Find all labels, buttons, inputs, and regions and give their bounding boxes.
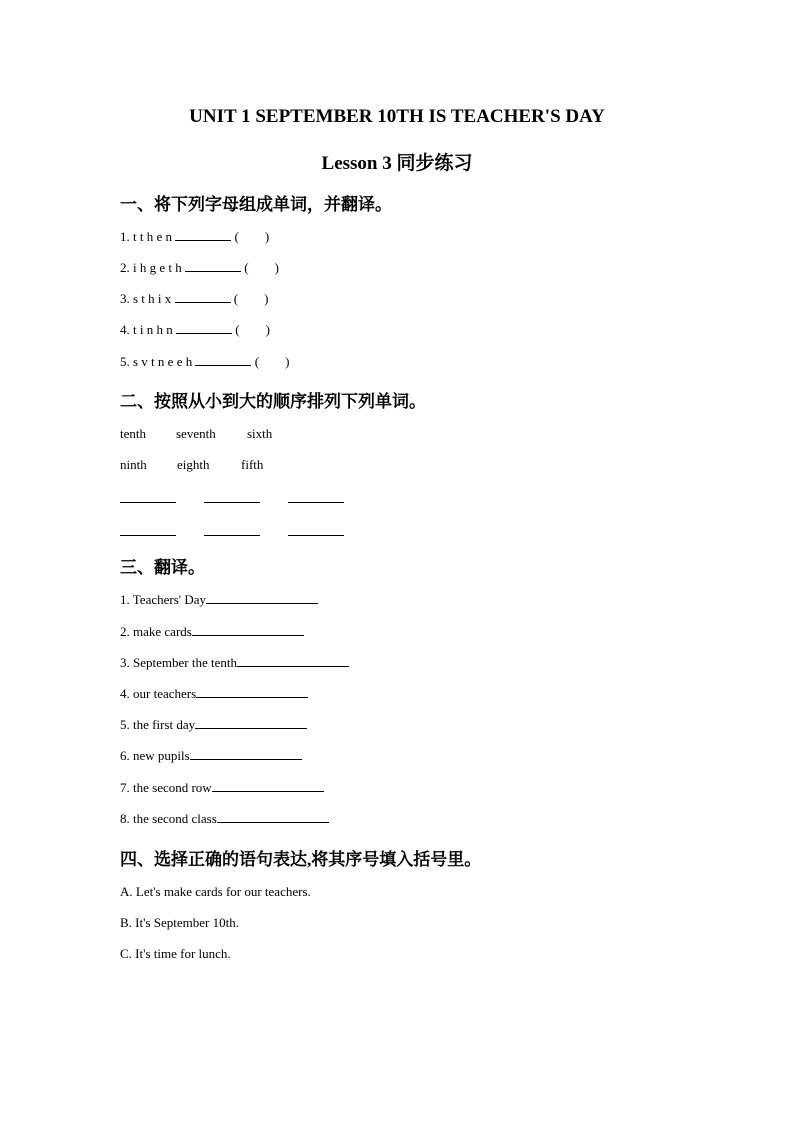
answer-blank[interactable] xyxy=(192,634,304,636)
order-blank[interactable] xyxy=(288,535,344,536)
translate-item xyxy=(120,811,329,827)
section2-heading: 二、按照从小到大的顺序排列下列单词。 xyxy=(120,392,426,411)
translate-item xyxy=(120,655,349,671)
translate-item-text: 4. our teachers xyxy=(120,686,197,701)
section1-item: 5. s v t n e e h ( ) xyxy=(120,354,290,369)
option-a: A. Let's make cards for our teachers. xyxy=(120,884,311,899)
word-tenth: tenth xyxy=(120,426,146,441)
translate-item xyxy=(120,780,324,796)
answer-blank[interactable] xyxy=(206,602,318,604)
answer-blank[interactable] xyxy=(237,665,349,667)
section1-item-text: 4. t i n h n xyxy=(120,322,173,337)
answer-blank[interactable] xyxy=(175,239,231,241)
page-subtitle: Lesson 3 同步练习 xyxy=(321,153,473,174)
page-title: UNIT 1 SEPTEMBER 10TH IS TEACHER'S DAY xyxy=(189,106,605,127)
section1-item: 4. t i n h n ( ) xyxy=(120,322,270,337)
translate-item xyxy=(120,624,304,640)
section1-heading: 一、将下列字母组成单词，并翻译。 xyxy=(120,195,392,214)
order-blank[interactable] xyxy=(120,502,176,503)
word-eighth: eighth xyxy=(177,457,210,472)
answer-blank[interactable] xyxy=(175,301,231,303)
answer-blank[interactable] xyxy=(195,364,251,366)
order-blank[interactable] xyxy=(204,535,260,536)
order-blank[interactable] xyxy=(288,502,344,503)
section1-item-text: 2. i h g e t h xyxy=(120,260,182,275)
translate-item-text: 3. September the tenth xyxy=(120,655,237,670)
translate-item-text: 2. make cards xyxy=(120,624,192,639)
option-b: B. It's September 10th. xyxy=(120,915,239,930)
translate-item-text: 1. Teachers' Day xyxy=(120,592,207,607)
section1-item-text: 3. s t h i x xyxy=(120,291,172,306)
section1-item-text: 1. t t h e n xyxy=(120,229,172,244)
answer-blank[interactable] xyxy=(212,790,324,792)
translate-item-text: 7. the second row xyxy=(120,780,212,795)
word-seventh: seventh xyxy=(176,426,216,441)
translate-item-text: 6. new pupils xyxy=(120,748,190,763)
word-ninth: ninth xyxy=(120,457,147,472)
answer-blank[interactable] xyxy=(195,727,307,729)
section1-item-text: 5. s v t n e e h xyxy=(120,354,193,369)
translate-item xyxy=(120,592,318,608)
translate-item xyxy=(120,748,302,764)
answer-blank[interactable] xyxy=(196,696,308,698)
word-fifth: fifth xyxy=(241,457,264,472)
section4-heading: 四、选择正确的语句表达,将其序号填入括号里。 xyxy=(120,850,482,869)
order-blank[interactable] xyxy=(120,535,176,536)
answer-blank[interactable] xyxy=(176,332,232,334)
answer-blank[interactable] xyxy=(190,758,302,760)
translate-item xyxy=(120,717,307,733)
order-blank[interactable] xyxy=(204,502,260,503)
section1-item: 2. i h g e t h ( ) xyxy=(120,260,279,275)
option-c: C. It's time for lunch. xyxy=(120,946,231,961)
translate-item xyxy=(120,686,308,702)
word-sixth: sixth xyxy=(247,426,273,441)
section3-heading: 三、翻译。 xyxy=(120,558,205,577)
translate-item-text: 5. the first day xyxy=(120,717,196,732)
translate-item-text: 8. the second class xyxy=(120,811,217,826)
section1-item: 1. t t h e n ( ) xyxy=(120,229,270,244)
answer-blank[interactable] xyxy=(217,821,329,823)
answer-blank[interactable] xyxy=(185,270,241,272)
section1-item: 3. s t h i x ( ) xyxy=(120,291,269,306)
